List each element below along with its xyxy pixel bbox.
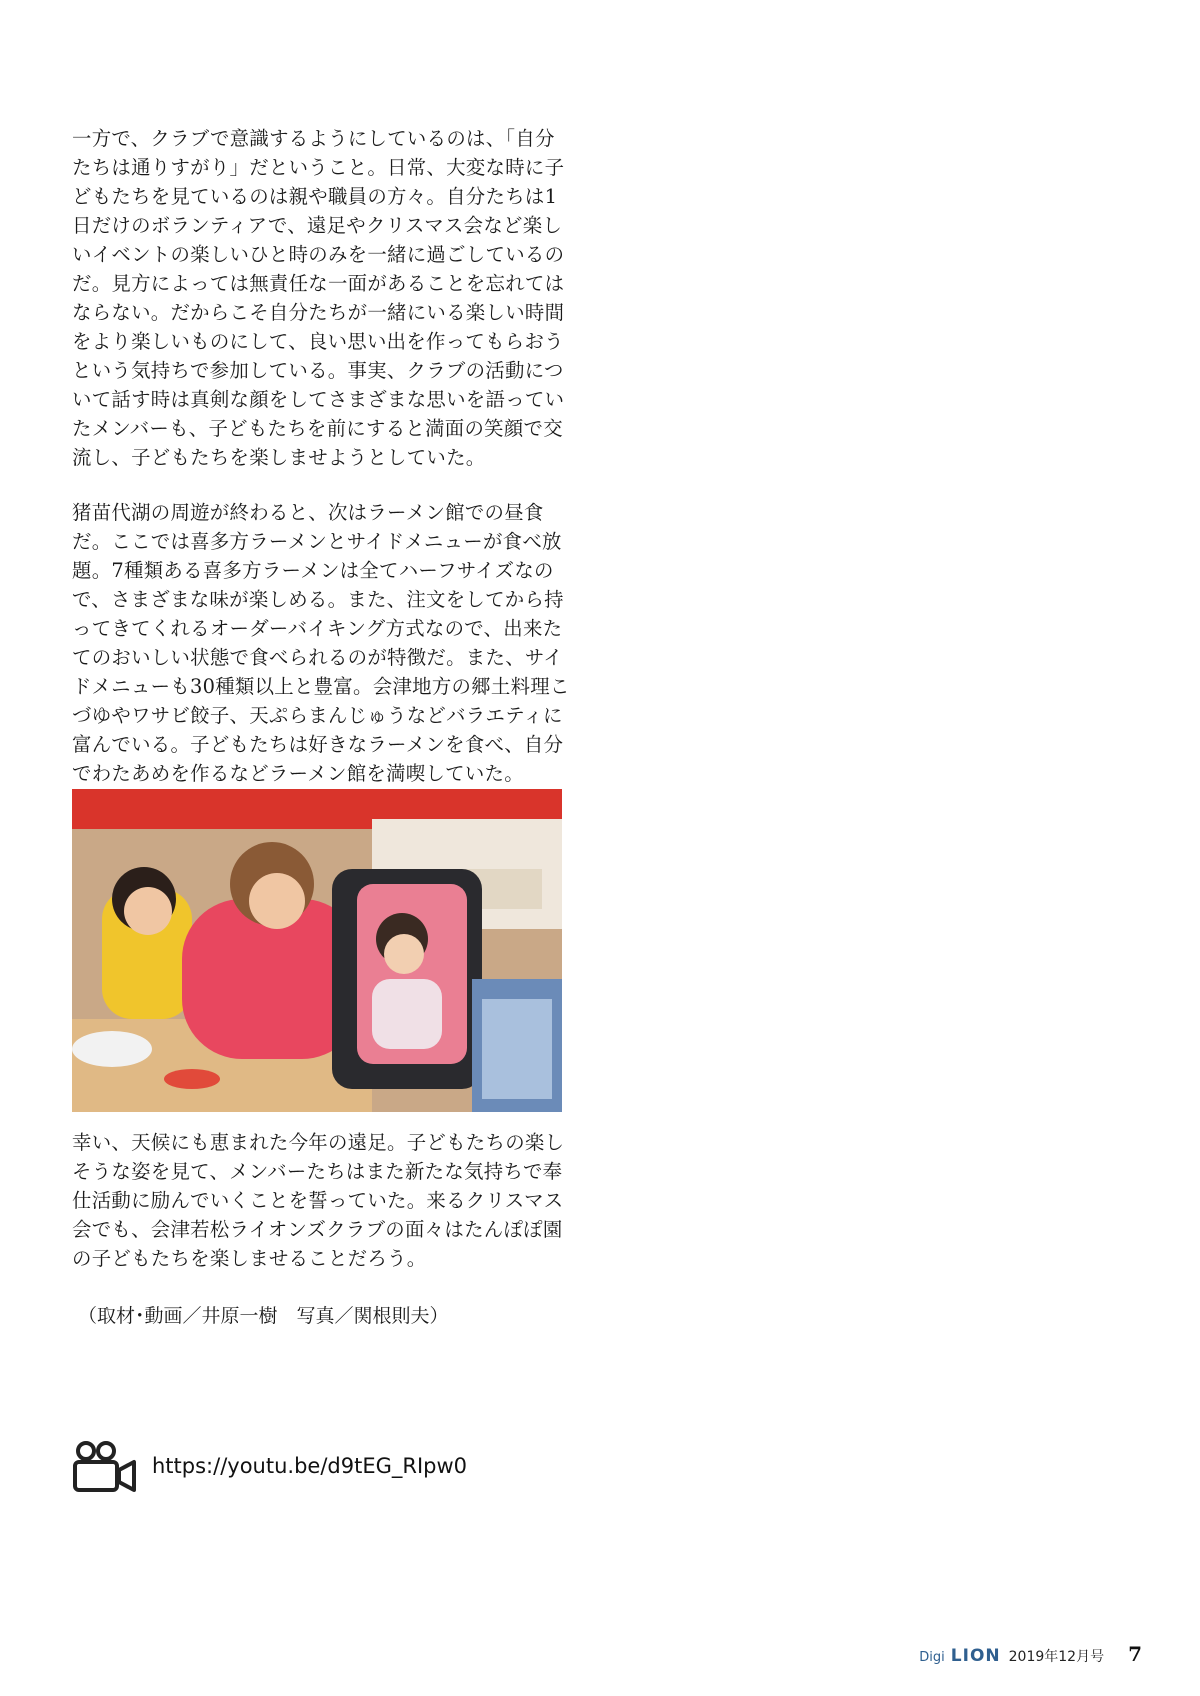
footer-issue: 2019年12月号: [1008, 1649, 1105, 1665]
video-camera-icon: [72, 1440, 138, 1494]
footer-lion-logo: LION: [950, 1646, 1001, 1666]
video-link[interactable]: [72, 1440, 492, 1496]
article-paragraph-2: 猪苗代湖の周遊が終わると、次はラーメン館での昼食だ。ここでは喜多方ラーメンとサイドメニューが食べ放題。7種類ある喜多方ラーメンは全てハーフサイズなので、さまざまな味が楽しめる。また、注文をしてから持ってきてくれるオーダーバイキング方式なので、出来たてのおいしい状態で食べられるのが特徴だ。また、サイドメニューも30種類以上と豊富。会津地方の郷土料理こづゆやワサビ餃子、天ぷらまんじゅうなどバラエティに富んでいる。子どもたちは好きなラーメンを食べ、自分でわたあめを作るなどラーメン館を満喫していた。: [72, 501, 570, 785]
page-number: 7: [1128, 1642, 1142, 1666]
article-credit: （取材･動画／井原一樹 写真／関根則夫）: [78, 1305, 449, 1327]
footer-digi: Digi: [919, 1650, 945, 1665]
video-url[interactable]: https://youtu.be/d9tEG_RIpw0: [152, 1454, 468, 1478]
photo-illustration: [72, 789, 562, 1112]
article-paragraph-1: 一方で、クラブで意識するようにしているのは、「自分たちは通りすがり」だということ。日常、大変な時に子どもたちを見ているのは親や職員の方々。自分たちは1日だけのボランティアで、遠足やクリスマス会など楽しいイベントの楽しいひと時のみを一緒に過ごしているのだ。見方によっては無責任な一面があることを忘れてはならない。だからこそ自分たちが一緒にいる楽しい時間をより楽しいものにして、良い思い出を作ってもらおうという気持ちで参加している。事実、クラブの活動について話す時は真剣な顔をしてさまざまな思いを語っていたメンバーも、子どもたちを前にすると満面の笑顔で交流し、子どもたちを楽しませようとしていた。: [72, 127, 565, 469]
article-paragraph-3: 幸い、天候にも恵まれた今年の遠足。子どもたちの楽しそうな姿を見て、メンバーたちはまた新たな気持ちで奉仕活動に励んでいくことを誓っていた。来るクリスマス会でも、会津若松ライオンズクラブの面々はたんぽぽ園の子どもたちを楽しませることだろう。: [72, 1131, 565, 1270]
article-photo: [72, 789, 562, 1112]
page-footer: [919, 1642, 1142, 1666]
